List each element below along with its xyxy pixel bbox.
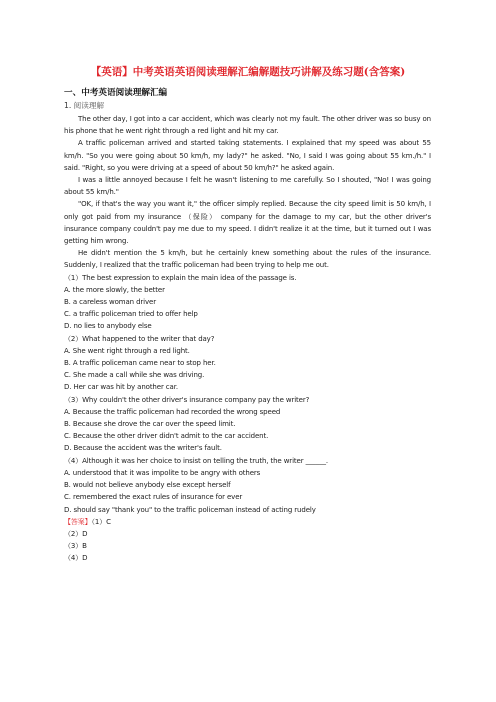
question-option: D. Her car was hit by another car. <box>64 383 178 392</box>
answer-value: （3）B <box>64 542 87 551</box>
question-stem: （2）What happened to the writer that day? <box>64 334 215 343</box>
document-body <box>64 113 431 565</box>
question-option: B. A traffic policeman came near to stop her. <box>64 359 216 368</box>
question-option: A. the more slowly, the better <box>64 285 165 294</box>
passage-paragraph: He didn't mention the 5 km/h, but he certainly knew something about the rules of the insurance. Suddenly, I realized that the traffic policeman had been trying to help me out. <box>64 249 431 270</box>
question-stem: （3）Why couldn't the other driver's insurance company pay the writer? <box>64 395 310 404</box>
question-option: C. Because the other driver didn't admit to the car accident. <box>64 432 269 441</box>
question-stem: （1）The best expression to explain the main idea of the passage is. <box>64 273 297 282</box>
passage-paragraph: A traffic policeman arrived and started taking statements. I explained that my speed was about 55 km/h. "So you were going about 50 km/h, my lady?" he asked. "No, I said I was going about 55 km./h." I said. "Right, so you were driving at a speed of about 50 km/h?" he asked again. <box>64 139 431 172</box>
question-option: A. She went right through a red light. <box>64 346 190 355</box>
item-label: 阅读理解 <box>73 101 105 110</box>
document-title: 【英语】中考英语英语阅读理解汇编解题技巧讲解及练习题(含答案) <box>90 66 406 78</box>
question-option: D. Because the accident was the writer's fault. <box>64 444 222 453</box>
question-option: B. Because she drove the car over the speed limit. <box>64 420 236 429</box>
question-option: D. should say "thank you" to the traffic policeman instead of acting rudely <box>64 505 316 514</box>
answer-value: （4）D <box>64 554 88 563</box>
question-option: C. She made a call while she was driving. <box>64 371 205 380</box>
section-heading: 一、中考英语阅读理解汇编 <box>64 88 168 98</box>
question-option: C. remembered the exact rules of insurance for ever <box>64 493 243 502</box>
answer-label: 【答案】 <box>64 517 92 526</box>
passage-paragraph: I was a little annoyed because I felt he wasn't listening to me carefully. So I shouted, "No! I was going about 55 km/h." <box>64 176 431 197</box>
question-option: C. a traffic policeman tried to offer help <box>64 310 198 319</box>
question-option: A. understood that it was impolite to be angry with others <box>64 468 261 477</box>
answer-value: （1）C <box>91 517 111 526</box>
question-option: B. a careless woman driver <box>64 298 156 307</box>
question-stem: （4）Although it was her choice to insist on telling the truth, the writer ______. <box>64 456 328 465</box>
question-option: B. would not believe anybody else except herself <box>64 481 231 490</box>
question-option: A. Because the traffic policeman had recorded the wrong speed <box>64 407 281 416</box>
item-heading <box>64 100 104 111</box>
answer-value: （2）D <box>64 529 88 538</box>
question-option: D. no lies to anybody else <box>64 322 152 331</box>
passage-paragraph: "OK, if that's the way you want it," the officer simply replied. Because the city speed limit is 50 km/h, I only got paid from my insurance （保险） company for the damage to my car, but the other driver's insurance company couldn't pay me due to my speed. I didn't realize it at the time, but it turned out I was getting him wrong. <box>64 200 431 246</box>
answer-line <box>64 516 431 528</box>
passage-paragraph: The other day, I got into a car accident, which was clearly not my fault. The other driver was so busy on his phone that he went right through a red light and hit my car. <box>64 115 431 136</box>
item-number: 1. <box>64 101 72 110</box>
